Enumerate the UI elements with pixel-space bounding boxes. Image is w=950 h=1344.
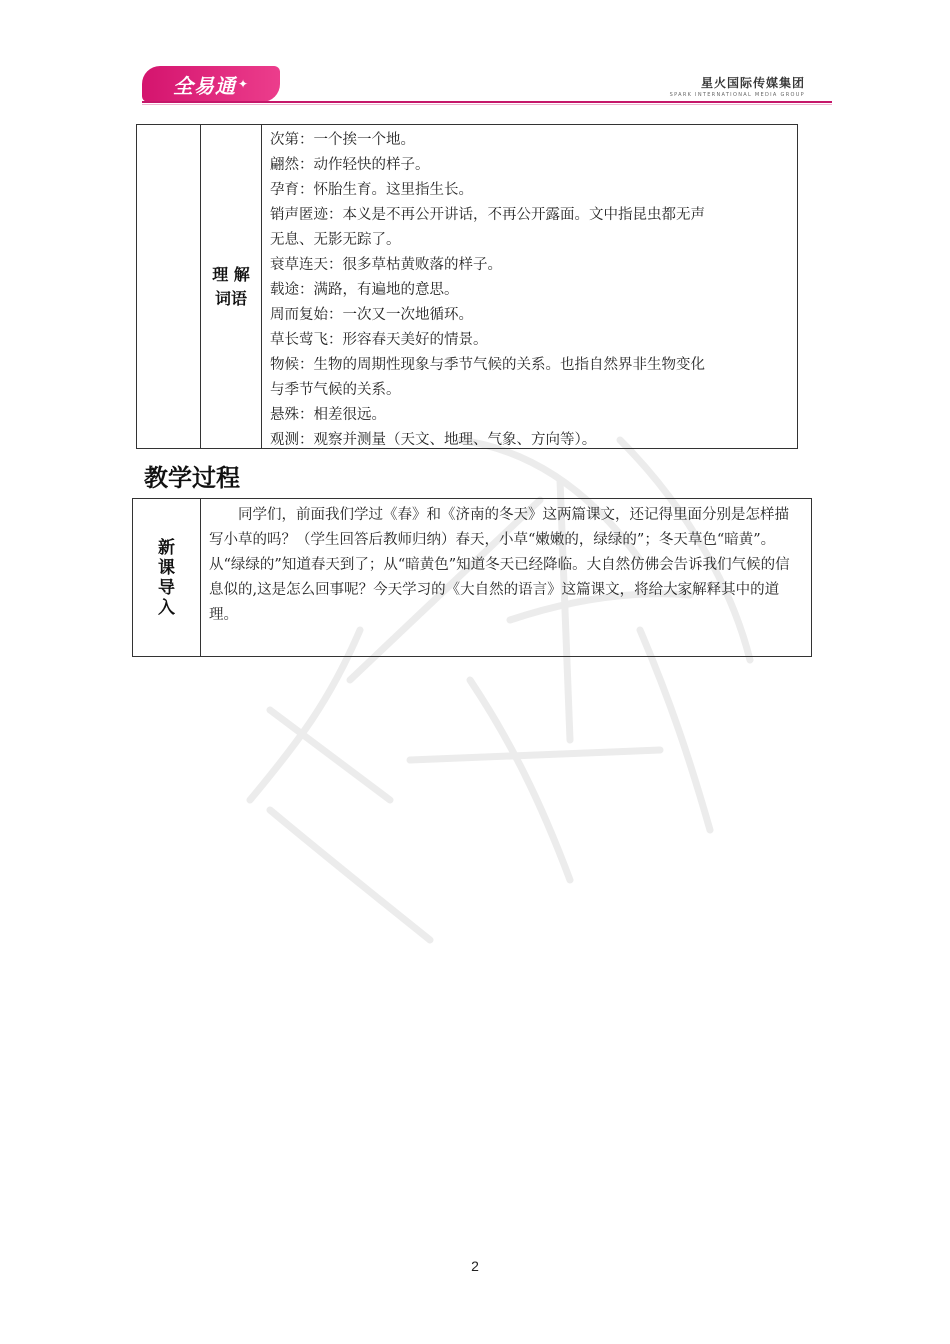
vocabulary-line: 翩然：动作轻快的样子。 [270, 157, 430, 173]
vocabulary-label: 理 解 词语 [212, 264, 250, 308]
vocabulary-line: 周而复始：一次又一次地循环。 [270, 307, 473, 323]
lesson-intro-label: 新课导入 [158, 537, 175, 618]
vocabulary-line: 物候：生物的周期性现象与季节气候的关系。也指自然界非生物变化 [270, 357, 705, 373]
brand-logo [142, 66, 280, 102]
vocabulary-label-cell [201, 125, 262, 448]
header-divider [142, 101, 832, 103]
watermark-graphic [210, 380, 810, 1000]
vocabulary-line: 次第：一个挨一个地。 [270, 132, 415, 148]
sparkle-icon: ✦ [237, 77, 250, 91]
brand-logo-text: 全易通 [172, 73, 236, 98]
vocabulary-list [270, 128, 790, 453]
vocabulary-line: 与季节气候的关系。 [270, 382, 401, 398]
section-heading: 教学过程 [144, 464, 240, 492]
vocabulary-line: 衰草连天：很多草枯黄败落的样子。 [270, 257, 502, 273]
vocabulary-line: 销声匿迹：本义是不再公开讲话，不再公开露面。文中指昆虫都无声 [270, 207, 705, 223]
vocabulary-line: 观测：观察并测量（天文、地理、气象、方向等）。 [270, 432, 597, 448]
vocabulary-line: 载途：满路，有遍地的意思。 [270, 282, 459, 298]
header-divider-thin [142, 104, 832, 105]
page-number: 2 [471, 1258, 479, 1274]
vocabulary-line: 无息、无影无踪了。 [270, 232, 401, 248]
vocabulary-table [136, 124, 798, 449]
vocabulary-blank-column [137, 125, 201, 448]
lesson-intro-text: 同学们，前面我们学过《春》和《济南的冬天》这两篇课文，还记得里面分别是怎样描写小草的吗？（学生回答后教师归纳）春天，小草“嫩嫩的，绿绿的”；冬天草色“暗黄”。从“绿绿的”知道春天到了；从“暗黄色”知道冬天已经降临。大自然仿佛会告诉我们气候的信息似的,这是怎么回事呢？今天学习的《大自然的语言》这篇课文，将给大家解释其中的道理。 [209, 507, 790, 623]
company-name [670, 74, 805, 98]
company-name-cn: 星火国际传媒集团 [700, 76, 805, 90]
vocabulary-line: 草长莺飞：形容春天美好的情景。 [270, 332, 488, 348]
vocabulary-line: 悬殊：相差很远。 [270, 407, 386, 423]
company-name-en: SPARK INTERNATIONAL MEDIA GROUP [669, 92, 805, 98]
vocabulary-line: 孕育：怀胎生育。这里指生长。 [270, 182, 473, 198]
lesson-intro-label-cell [133, 499, 201, 656]
lesson-intro-table [132, 498, 812, 657]
